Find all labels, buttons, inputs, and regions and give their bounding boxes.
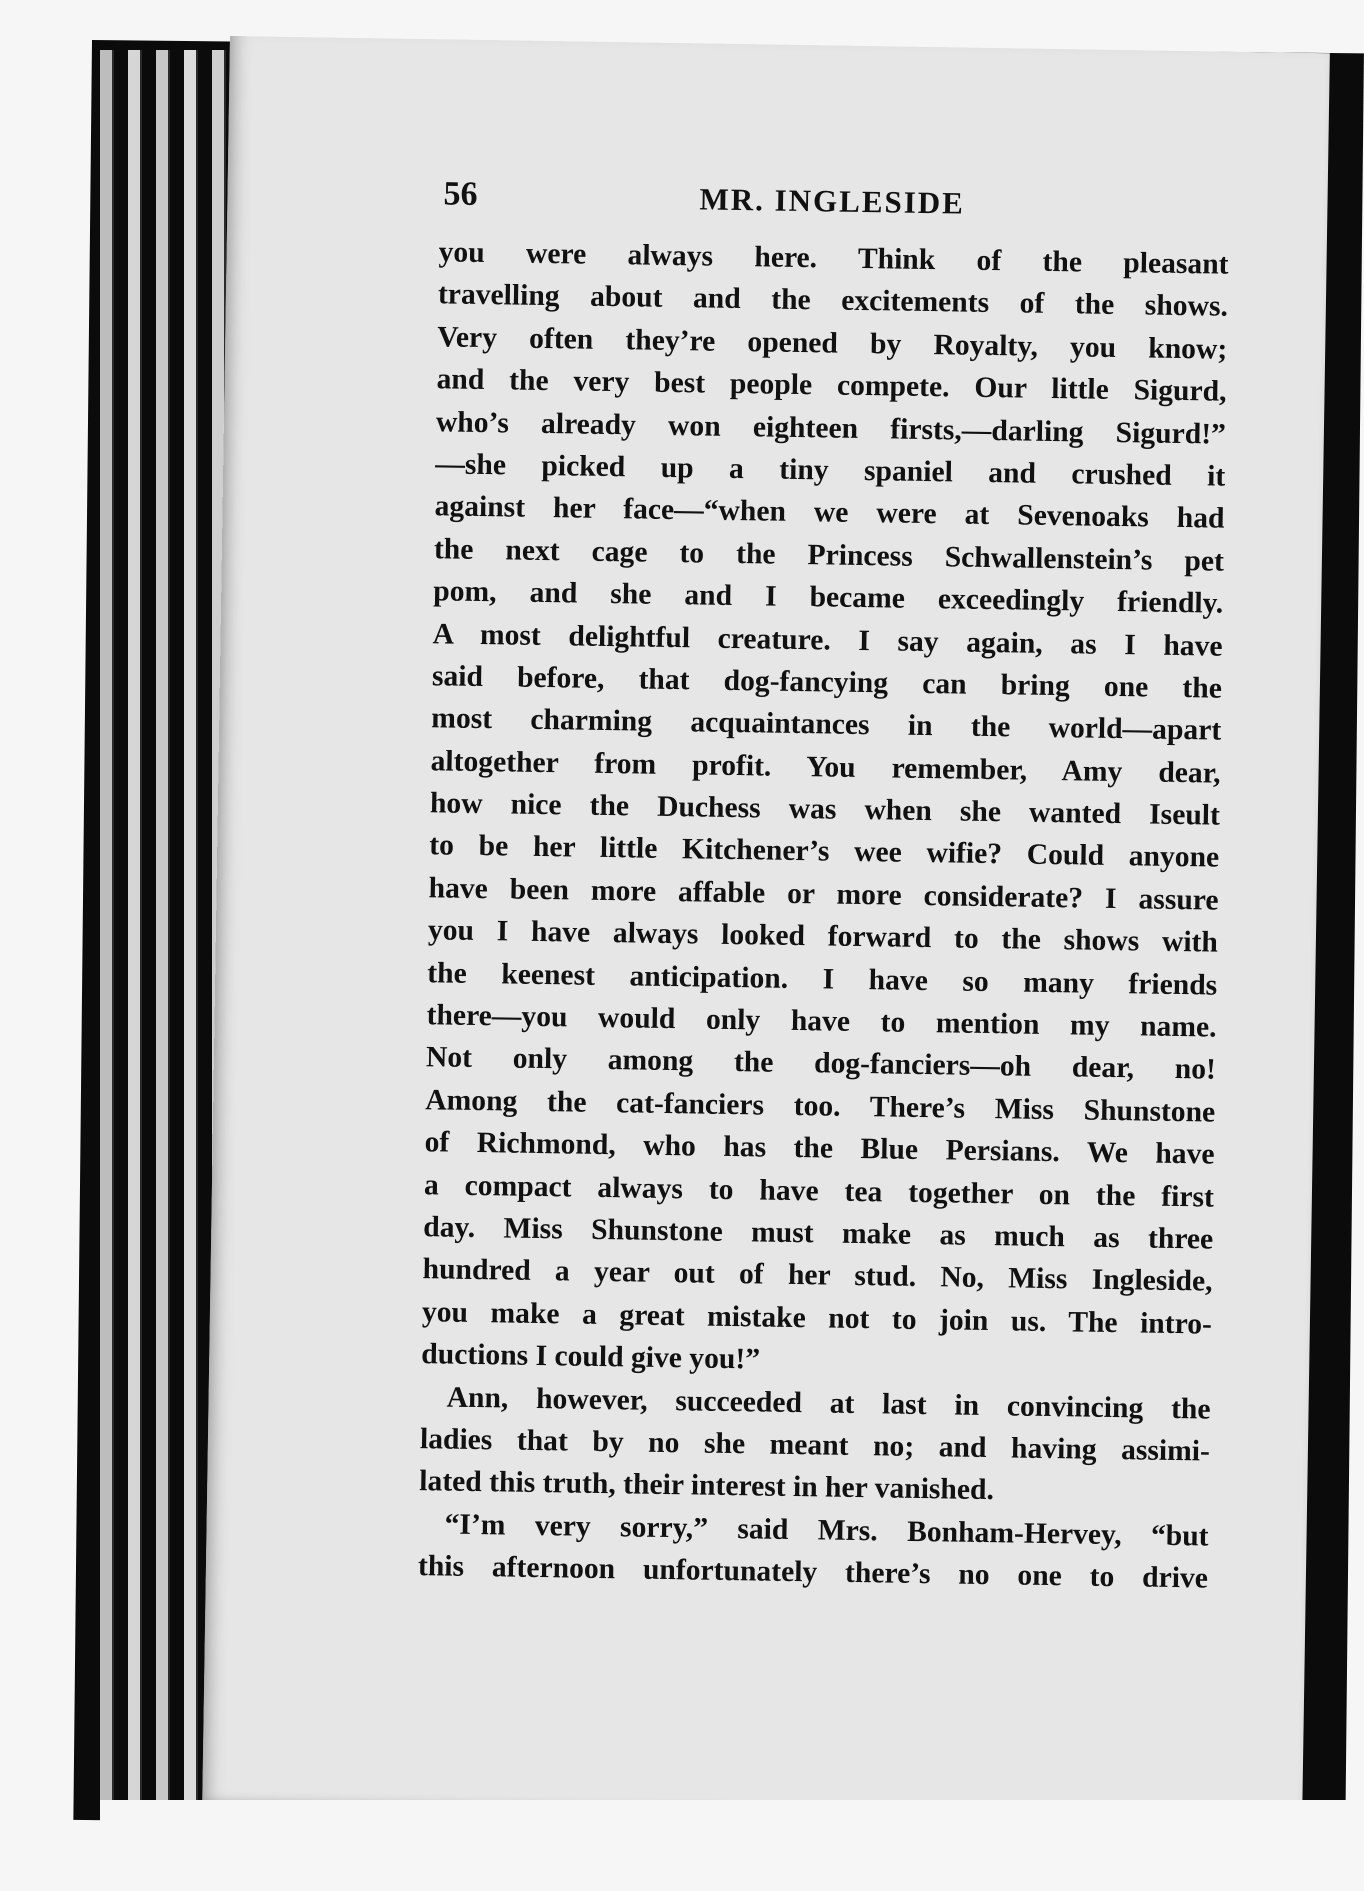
text-line: hundred a year out of her stud. No, Miss Ingleside, [422,1253,1213,1298]
page-number: 56 [443,175,478,213]
page-edge [156,50,170,1810]
scan-bottom-margin [100,1800,1364,1891]
book-page [202,36,1330,1823]
text-line: the keenest anticipation. I have so many friends [427,956,1218,1002]
text-line: against her face—“when we were at Sevenoaks had [434,490,1225,536]
text-line: most charming acquaintances in the world—apart [431,702,1222,747]
text-line: pom, and she and I became exceedingly friendly. [433,575,1224,620]
text-line: this afternoon unfortunately there’s no one to drive [417,1550,1209,1595]
text-line: day. Miss Shunstone must make as much as three [423,1211,1214,1256]
running-title: MR. INGLESIDE [699,181,966,221]
text-line: Among the cat-fanciers too. There’s Miss Shunstone [425,1084,1216,1129]
text-line: “I’m very sorry,” said Mrs. Bonham-Hervey, “but [444,1508,1209,1553]
page-edge [128,50,142,1810]
body-text [418,231,1229,1600]
page-header [443,175,1224,237]
text-line: Very often they’re opened by Royalty, you know; [437,321,1228,366]
text-line: travelling about and the excitements of the shows. [437,278,1229,324]
text-line: Ann, however, succeeded at last in convincing the [446,1381,1211,1426]
text-line: of Richmond, who has the Blue Persians. We have [424,1126,1215,1171]
text-line: there—you would only have to mention my name. [426,999,1217,1044]
text-line: altogether from profit. You remember, Amy dear, [430,744,1221,790]
text-line: a compact always to have tea together on the first [423,1168,1215,1214]
text-line: said before, that dog-fancying can bring one the [431,660,1223,705]
text-line: you make a great mistake not to join us. The intro- [421,1295,1213,1341]
text-line: lated this truth, their interest in her vanished. [419,1465,995,1507]
text-line: and the very best people compete. Our little Sigurd, [436,363,1227,408]
text-line: A most delightful creature. I say again, as I have [432,617,1223,663]
text-line: who’s already won eighteen firsts,—darling Sigurd!” [435,405,1227,451]
text-line: the next cage to the Princess Schwallenstein’s pet [433,533,1225,578]
text-line: ladies that by no she meant no; and having assimi- [419,1423,1211,1468]
page-edge [184,50,198,1810]
text-line: you I have always looked forward to the shows with [427,914,1219,959]
text-line: ductions I could give you!” [421,1338,761,1376]
text-line: —she picked up a tiny spaniel and crushed it [435,448,1226,493]
text-line: have been more affable or more considerate? I assure [428,872,1219,917]
page-edge [100,50,114,1810]
text-line: Not only among the dog-fanciers—oh dear, no! [425,1041,1217,1087]
text-line: how nice the Duchess was when she wanted Iseult [429,787,1221,832]
text-line: you were always here. Think of the pleasant [438,236,1229,281]
text-line: to be her little Kitchener’s wee wifie? Could anyone [429,829,1220,875]
